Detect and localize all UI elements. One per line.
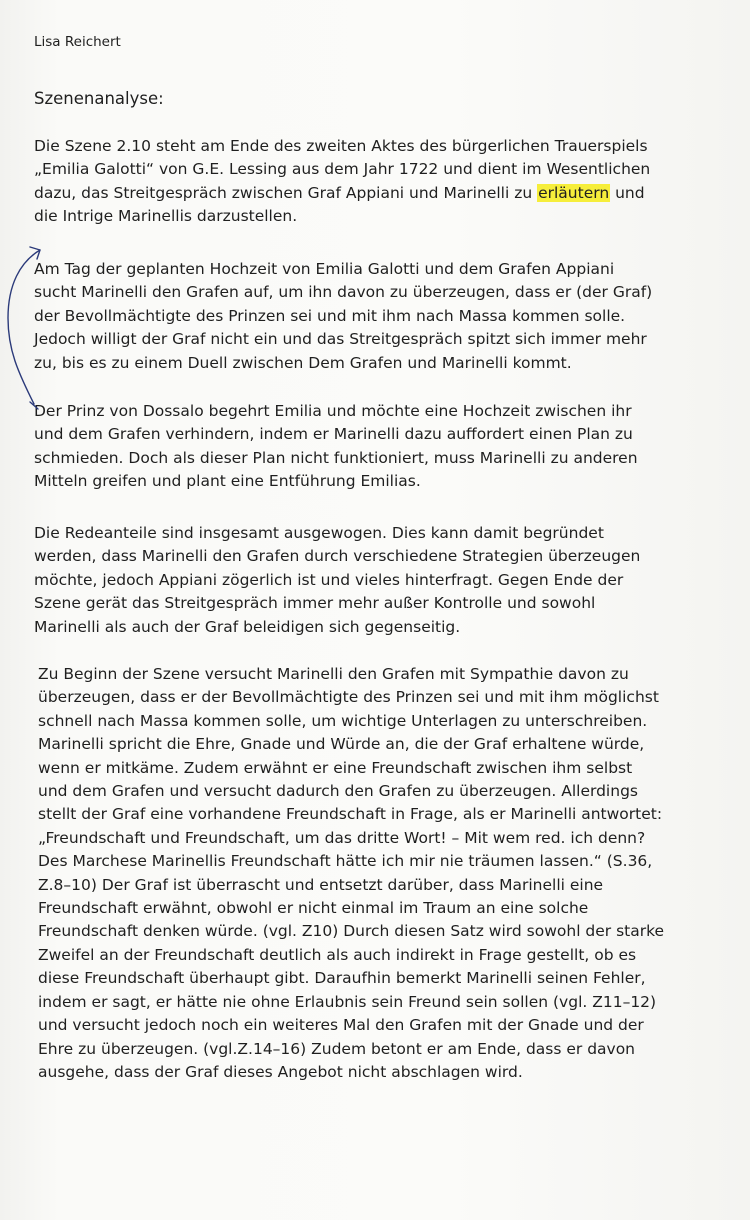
text-line: werden, dass Marinelli den Grafen durch verschiedene Strategien überzeugen — [34, 547, 641, 566]
text-line: Die Szene 2.10 steht am Ende des zweiten Aktes des bürgerlichen Trauerspiels — [34, 137, 648, 155]
text-line: Zu Beginn der Szene versucht Marinelli den Grafen mit Sympathie davon zu — [38, 665, 629, 683]
text-line: „Freundschaft und Freundschaft, um das dritte Wort! – Mit wem red. ich denn? — [38, 828, 646, 847]
text-line: Des Marchese Marinellis Freundschaft hätte ich mir nie träumen lassen.“ (S.36, — [38, 852, 653, 871]
text-line: wenn er mitkäme. Zudem erwähnt er eine Freundschaft zwischen ihm selbst — [38, 758, 633, 777]
text-line: Freundschaft erwähnt, obwohl er nicht einmal im Traum an eine solche — [38, 899, 589, 918]
text-line: Die Redeanteile sind insgesamt ausgewogen. Dies kann damit begründet — [34, 524, 604, 542]
paragraph-speech-shares — [34, 522, 674, 639]
text-line: diese Freundschaft überhaupt gibt. Daraufhin bemerkt Marinelli seinen Fehler, — [38, 969, 646, 988]
paragraph-plot — [34, 258, 674, 375]
text-line: Marinelli spricht die Ehre, Gnade und Würde an, die der Graf erhaltene würde, — [38, 735, 645, 754]
text-segment: und — [610, 183, 645, 202]
text-line: Szene gerät das Streitgespräch immer mehr außer Kontrolle und sowohl — [34, 594, 596, 613]
text-line: zu, bis es zu einem Duell zwischen Dem Grafen und Marinelli kommt. — [34, 353, 572, 372]
text-line: die Intrige Marinellis darzustellen. — [34, 207, 298, 226]
text-line: Der Prinz von Dossalo begehrt Emilia und möchte eine Hochzeit zwischen ihr — [34, 402, 632, 420]
text-line: schnell nach Massa kommen solle, um wichtige Unterlagen zu unterschreiben. — [38, 711, 648, 730]
text-line: „Emilia Galotti“ von G.E. Lessing aus dem Jahr 1722 und dient im Wesentlichen — [34, 160, 651, 179]
text-line: Mitteln greifen und plant eine Entführung Emilias. — [34, 472, 421, 491]
text-line: und dem Grafen verhindern, indem er Marinelli dazu auffordert einen Plan zu — [34, 425, 633, 444]
text-line: sucht Marinelli den Grafen auf, um ihn davon zu überzeugen, dass er (der Graf) — [34, 283, 653, 302]
text-line: der Bevollmächtigte des Prinzen sei und mit ihm nach Massa kommen solle. — [34, 306, 626, 325]
text-line: indem er sagt, er hätte nie ohne Erlaubnis sein Freund sein sollen (vgl. Z11–12) — [38, 992, 657, 1011]
text-line: Z.8–10) Der Graf ist überrascht und entsetzt darüber, dass Marinelli eine — [38, 875, 604, 894]
text-line: Freundschaft denken würde. (vgl. Z10) Durch diesen Satz wird sowohl der starke — [38, 922, 665, 941]
text-line: stellt der Graf eine vorhandene Freundschaft in Frage, als er Marinelli antwortet: — [38, 805, 663, 824]
author-name: Lisa Reichert — [34, 34, 121, 50]
text-line — [34, 182, 674, 205]
text-segment: dazu, das Streitgespräch zwischen Graf Appiani und Marinelli zu — [34, 183, 538, 202]
text-line: und versucht jedoch noch ein weiteres Mal den Grafen mit der Gnade und der — [38, 1016, 644, 1035]
paragraph-context — [34, 400, 674, 494]
text-line: Jedoch willigt der Graf nicht ein und das Streitgespräch spitzt sich immer mehr — [34, 330, 647, 349]
document-heading: Szenenanalyse: — [34, 89, 164, 108]
text-line: überzeugen, dass er der Bevollmächtigte des Prinzen sei und mit ihm möglichst — [38, 688, 659, 707]
text-line: und dem Grafen und versucht dadurch den Grafen zu überzeugen. Allerdings — [38, 782, 638, 801]
text-line: ausgehe, dass der Graf dieses Angebot nicht abschlagen wird. — [38, 1062, 523, 1081]
text-line: Am Tag der geplanten Hochzeit von Emilia Galotti und dem Grafen Appiani — [34, 260, 615, 278]
text-line: Ehre zu überzeugen. (vgl.Z.14–16) Zudem betont er am Ende, dass er davon — [38, 1039, 636, 1058]
text-line: Zweifel an der Freundschaft deutlich als auch indirekt in Frage gestellt, ob es — [38, 945, 637, 964]
paragraph-intro — [34, 135, 674, 229]
paragraph-analysis — [38, 663, 678, 1084]
text-line: Marinelli als auch der Graf beleidigen sich gegenseitig. — [34, 617, 461, 636]
text-line: möchte, jedoch Appiani zögerlich ist und vieles hinterfragt. Gegen Ende der — [34, 570, 624, 589]
text-line: schmieden. Doch als dieser Plan nicht funktioniert, muss Marinelli zu anderen — [34, 448, 638, 467]
highlighted-word: erläutern — [538, 183, 610, 202]
